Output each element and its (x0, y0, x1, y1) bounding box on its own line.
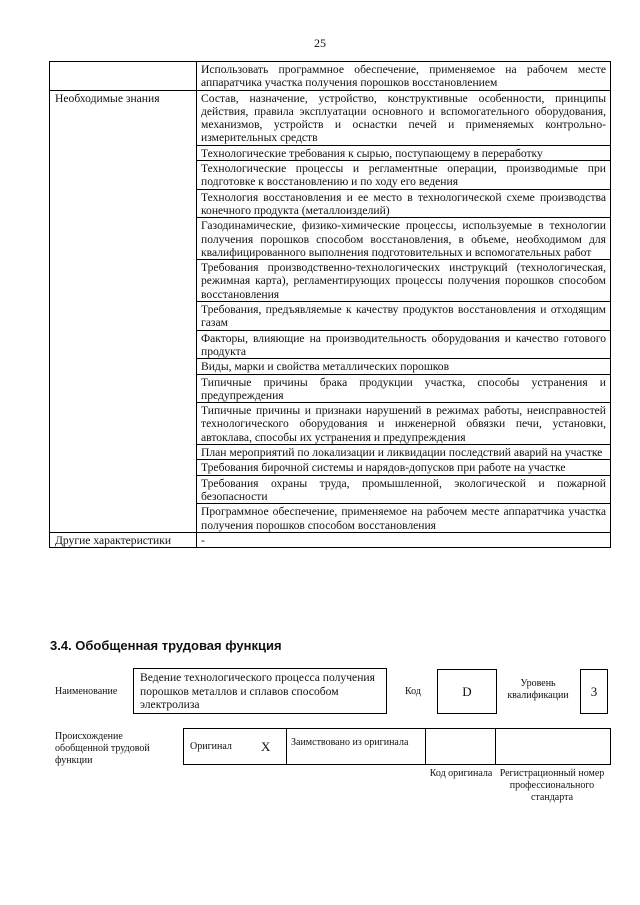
knowledge-item: План мероприятий по локализации и ликвидации последствий аварий на участке (197, 445, 611, 460)
page-number: 25 (314, 36, 326, 50)
code-value-box: D (437, 669, 497, 714)
knowledge-item: Требования производственно-технологических инструкций (технологическая, режимная карта), регламентирующих процессы получения порошков способом восстановления (197, 260, 611, 302)
reg-number-cell (496, 729, 611, 765)
knowledge-item: Типичные причины и признаки нарушений в режимах работы, неисправностей технологического оборудования и инженерной обвязки печи, установки, автоклава, способы их устранения и предупреждения (197, 403, 611, 445)
code-label: Код (405, 686, 421, 697)
table-cell-empty (50, 62, 197, 91)
knowledge-item: Требования охраны труда, промышленной, экологической и пожарной безопасности (197, 475, 611, 504)
borrowed-label: Заимствовано из оригинала (287, 729, 426, 765)
knowledge-item: Технологические требования к сырью, поступающему в переработку (197, 145, 611, 160)
code-original-cell (426, 729, 496, 765)
knowledge-item: Состав, назначение, устройство, конструктивные особенности, принципы действия, правила эксплуатации основного и вспомогательного оборудования, механизмов, устройств и оснастки печей и применяемых контрольно-измерительных средств (197, 90, 611, 145)
table-row (50, 90, 611, 145)
origin-table (183, 728, 611, 765)
skill-cell: Использовать программное обеспечение, применяемое на рабочем месте аппаратчика участка получения порошков восстановлением (197, 62, 611, 91)
other-value: - (197, 532, 611, 547)
reg-number-label: Регистрационный номер профессионального стандарта (499, 768, 605, 803)
knowledge-item: Требования, предъявляемые к качеству продуктов восстановления и отходящим газам (197, 302, 611, 331)
original-label: Оригинал (184, 729, 246, 765)
code-original-label: Код оригинала (429, 768, 493, 779)
knowledge-item: Газодинамические, физико-химические процессы, используемые в технологии получения порошков способом восстановления, в объеме, необходимом для квалифицированного выполнения подготовительных и вспомогательных работ (197, 218, 611, 260)
knowledge-item: Программное обеспечение, применяемое на рабочем месте аппаратчика участка получения порошков способом восстановления (197, 504, 611, 533)
name-label: Наименование (55, 686, 118, 697)
knowledge-table (49, 61, 611, 548)
knowledge-label: Необходимые знания (50, 90, 197, 532)
knowledge-item: Виды, марки и свойства металлических порошков (197, 359, 611, 374)
section-title: 3.4. Обобщенная трудовая функция (50, 638, 282, 653)
knowledge-item: Технологические процессы и регламентные операции, производимые при подготовке к восстановлению и по ходу его ведения (197, 161, 611, 190)
knowledge-item: Типичные причины брака продукции участка, способы устранения и предупреждения (197, 374, 611, 403)
origin-label: Происхождение обобщенной трудовой функции (55, 731, 150, 766)
knowledge-item: Факторы, влияющие на производительность оборудования и качество готового продукта (197, 330, 611, 359)
knowledge-item: Требования бирочной системы и нарядов-допусков при работе на участке (197, 460, 611, 475)
name-value-box: Ведение технологического процесса получения порошков металлов и сплавов способом электролиза (133, 668, 387, 714)
other-label: Другие характеристики (50, 532, 197, 547)
qualification-level-box: 3 (580, 669, 608, 714)
qualification-level-label: Уровень квалификации (507, 678, 569, 701)
table-row (50, 532, 611, 547)
table-row (50, 62, 611, 91)
original-mark: X (246, 729, 287, 765)
knowledge-item: Технология восстановления и ее место в технологической схеме производства конечного продукта (металлоизделий) (197, 189, 611, 218)
